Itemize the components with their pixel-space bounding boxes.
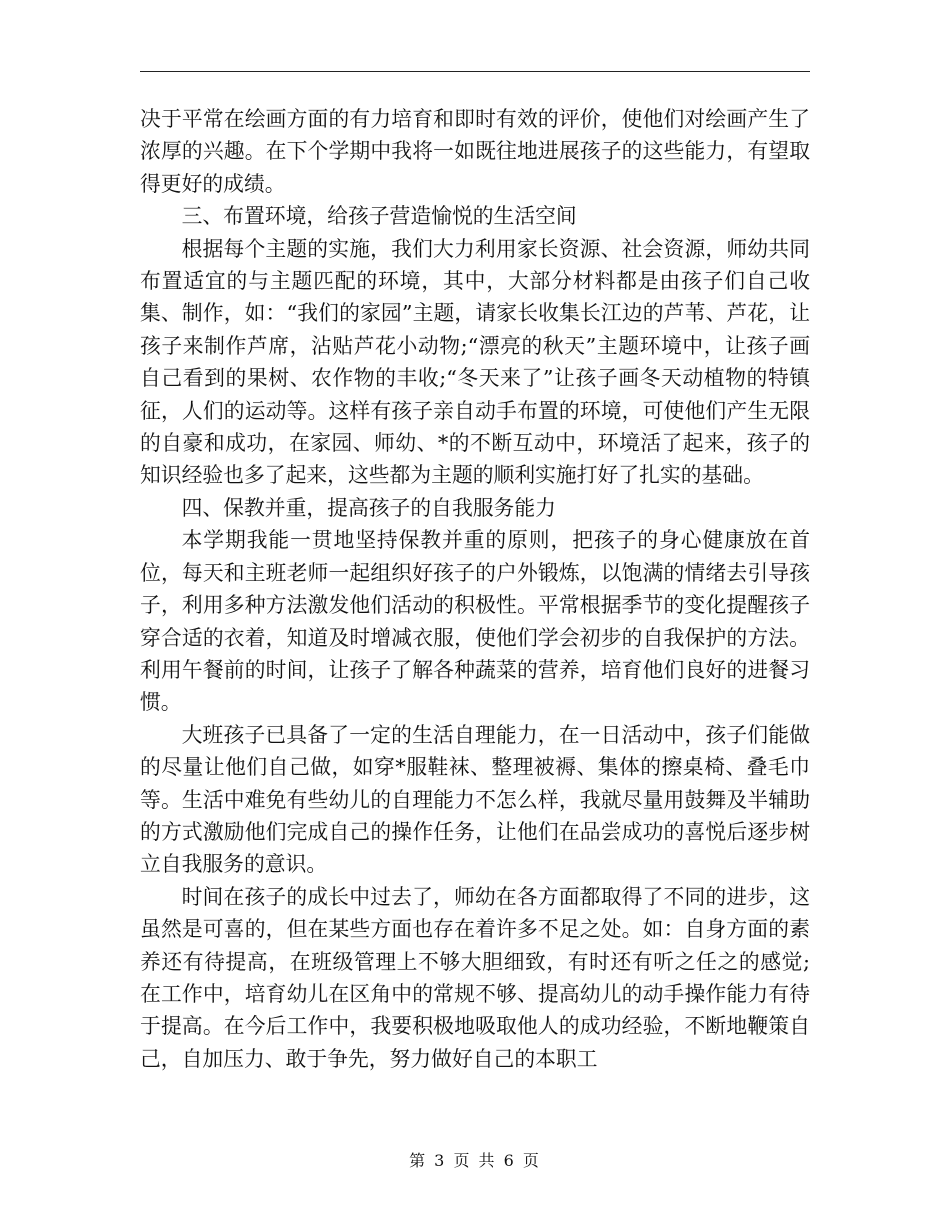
paragraph-continuation: 决于平常在绘画方面的有力培育和即时有效的评价，使他们对绘画产生了浓厚的兴趣。在下个学期中我将一如既往地进展孩子的这些能力，有望取得更好的成绩。: [140, 107, 810, 196]
section-heading-environment: 三、布置环境，给孩子营造愉悦的生活空间: [181, 204, 577, 229]
page-number: 第 3 页 共 6 页: [409, 1151, 541, 1170]
header-rule: [140, 71, 810, 72]
paragraph-self-care: 大班孩子已具备了一定的生活自理能力，在一日活动中，孩子们能做的尽量让他们自己做，如穿*服鞋袜、整理被褥、集体的擦桌椅、叠毛巾等。生活中难免有些幼儿的自理能力不怎么样，我就尽量用鼓舞及半辅助的方式激励他们完成自己的操作任务，让他们在品尝成功的喜悦后逐步树立自我服务的意识。: [140, 722, 810, 877]
document-body: [140, 103, 810, 1075]
paragraph-environment: 根据每个主题的实施，我们大力利用家长资源、社会资源，师幼共同布置适宜的与主题匹配的环境，其中，大部分材料都是由孩子们自己收集、制作，如：“我们的家园”主题，请家长收集长江边的芦苇、芦花，让孩子来制作芦席，沾贴芦花小动物;“漂亮的秋天”主题环境中，让孩子画自己看到的果树、农作物的丰收;“冬天来了”让孩子画冬天动植物的特镇征，人们的运动等。这样有孩子亲自动手布置的环境，可使他们产生无限的自豪和成功，在家园、师幼、*的不断互动中，环境活了起来，孩子的知识经验也多了起来，这些都为主题的顺利实施打好了扎实的基础。: [140, 236, 810, 488]
section-heading-care: 四、保教并重，提高孩子的自我服务能力: [181, 495, 556, 520]
paragraph-reflection: 时间在孩子的成长中过去了，师幼在各方面都取得了不同的进步，这虽然是可喜的，但在某些方面也存在着许多不足之处。如：自身方面的素养还有待提高，在班级管理上不够大胆细致，有时还有听之任之的感觉;在工作中，培育幼儿在区角中的常规不够、提高幼儿的动手操作能力有待于提高。在今后工作中，我要积极地吸取他人的成功经验，不断地鞭策自己，自加压力、敢于争先，努力做好自己的本职工: [140, 884, 810, 1071]
paragraph-care: 本学期我能一贯地坚持保教并重的原则，把孩子的身心健康放在首位，每天和主班老师一起组织好孩子的户外锻炼，以饱满的情绪去引导孩子，利用多种方法激发他们活动的积极性。平常根据季节的变化提醒孩子穿合适的衣着，知道及时增减衣服，使他们学会初步的自我保护的方法。利用午餐前的时间，让孩子了解各种蔬菜的营养，培育他们良好的进餐习惯。: [140, 528, 810, 715]
